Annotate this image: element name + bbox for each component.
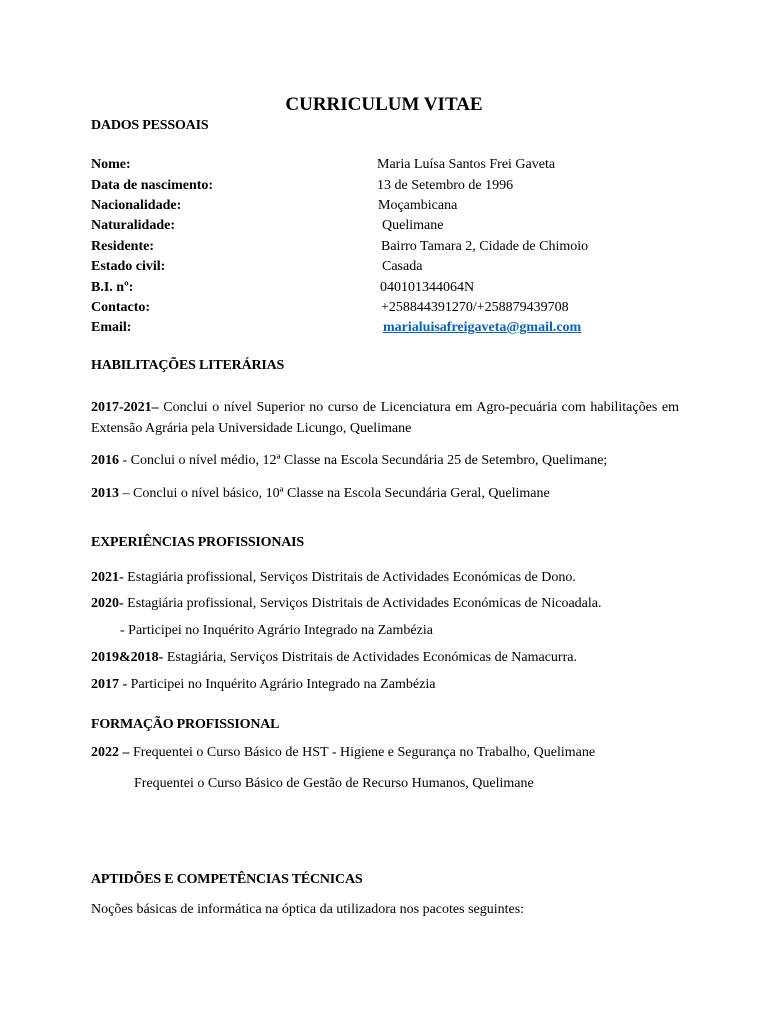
- experience-item: [91, 675, 435, 695]
- field-label: Email:: [91, 320, 132, 335]
- experience-years: 2019&2018-: [91, 650, 164, 665]
- experience-years: 2021-: [91, 570, 124, 585]
- education-item: [91, 451, 607, 471]
- field-value: Bairro Tamara 2, Cidade de Chimoio: [381, 239, 589, 254]
- field-value: Maria Luísa Santos Frei Gaveta: [377, 157, 556, 172]
- field-label: B.I. nº:: [91, 280, 134, 295]
- education-text: Conclui o nível Superior no curso de Licenciatura em Agro-pecuária com habilitações em Extensão Agrária pela Universidade Licungo, Quelimane: [91, 400, 679, 436]
- experience-text: Estagiária profissional, Serviços Distritais de Actividades Económicas de Dono.: [123, 570, 576, 585]
- experience-text: Estagiária, Serviços Distritais de Actividades Económicas de Namacurra.: [163, 650, 577, 665]
- field-value: +258844391270/+258879439708: [381, 300, 569, 315]
- education-years: 2017-2021–: [91, 400, 159, 415]
- personal-data-heading: DADOS PESSOAIS: [91, 118, 209, 133]
- field-label: Contacto:: [91, 300, 151, 315]
- email-link[interactable]: marialuisafreigaveta@gmail.com: [383, 320, 582, 335]
- education-years: 2016: [91, 453, 119, 468]
- field-label: Naturalidade:: [91, 218, 175, 233]
- field-label: Data de nascimento:: [91, 178, 214, 193]
- experience-item: [91, 594, 601, 614]
- experience-text: Estagiária profissional, Serviços Distritais de Actividades Económicas de Nicoadala.: [123, 596, 602, 611]
- training-heading: FORMAÇÃO PROFISSIONAL: [91, 717, 280, 732]
- education-item: [91, 484, 550, 504]
- education-text: – Conclui o nível básico, 10ª Classe na Escola Secundária Geral, Quelimane: [119, 486, 550, 501]
- training-text: Frequentei o Curso Básico de HST - Higiene e Segurança no Trabalho, Quelimane: [129, 745, 596, 760]
- training-text: Frequentei o Curso Básico de Gestão de Recurso Humanos, Quelimane: [134, 776, 534, 791]
- education-text: - Conclui o nível médio, 12ª Classe na Escola Secundária 25 de Setembro, Quelimane;: [119, 453, 608, 468]
- experience-item: [91, 568, 576, 588]
- training-item: [134, 774, 534, 794]
- experience-heading: EXPERIÊNCIAS PROFISSIONAIS: [91, 535, 305, 550]
- training-years: 2022 –: [91, 745, 130, 760]
- document-title: CURRICULUM VITAE: [285, 94, 483, 115]
- field-value: 13 de Setembro de 1996: [377, 178, 514, 193]
- experience-years: 2017 -: [91, 677, 128, 692]
- field-value: Casada: [382, 259, 423, 274]
- skills-heading: APTIDÕES E COMPETÊNCIAS TÉCNICAS: [91, 872, 363, 887]
- field-value: Quelimane: [382, 218, 444, 233]
- field-label: Nacionalidade:: [91, 198, 182, 213]
- experience-text: Participei no Inquérito Agrário Integrado na Zambézia: [127, 677, 436, 692]
- field-value: 040101344064N: [380, 280, 475, 295]
- skills-intro: Noções básicas de informática na óptica da utilizadora nos pacotes seguintes:: [91, 902, 525, 917]
- experience-item: [91, 648, 577, 668]
- experience-years: 2020-: [91, 596, 124, 611]
- field-label: Nome:: [91, 157, 131, 172]
- education-item: [91, 397, 679, 439]
- field-label: Estado civil:: [91, 259, 166, 274]
- experience-text: - Participei no Inquérito Agrário Integrado na Zambézia: [120, 623, 433, 638]
- experience-item: [120, 621, 433, 641]
- field-value: Moçambicana: [378, 198, 458, 213]
- education-heading: HABILITAÇÕES LITERÁRIAS: [91, 358, 285, 373]
- education-years: 2013: [91, 486, 119, 501]
- training-item: [91, 743, 595, 763]
- field-label: Residente:: [91, 239, 154, 254]
